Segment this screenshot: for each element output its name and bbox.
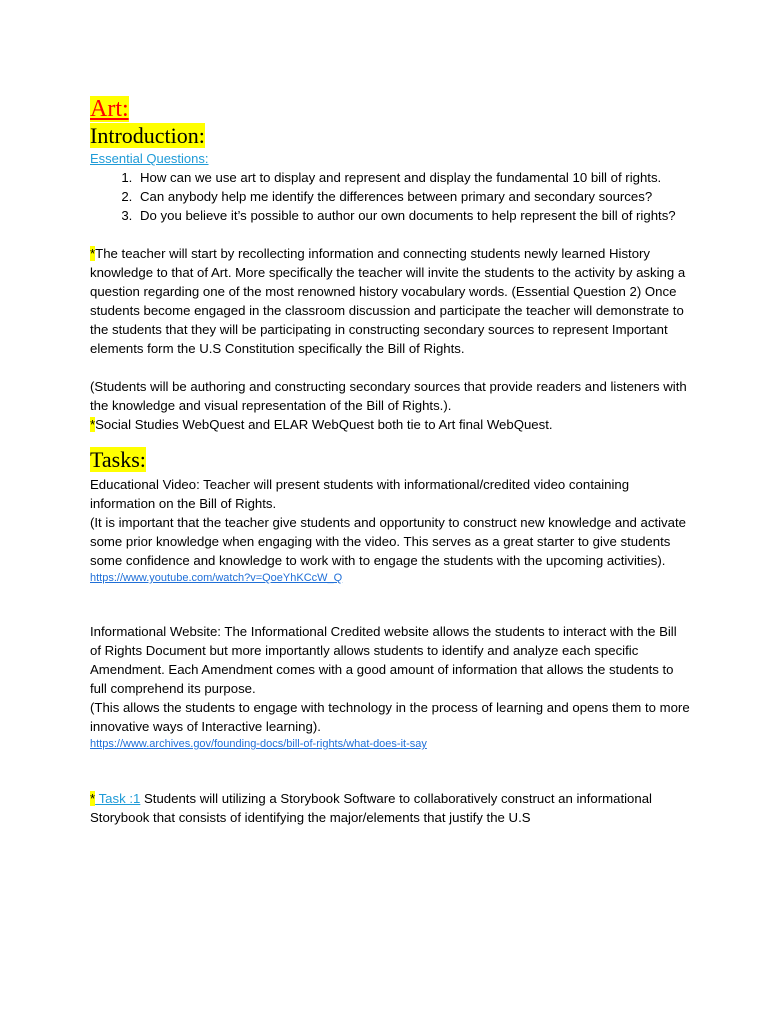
video-note: (It is important that the teacher give students and opportunity to construct new knowledge and activate some prior knowledge when engaging with the video. This serves as a great starter to give students some confidence and knowledge to work with to engage the students with the upcoming activities). <box>90 515 686 568</box>
introduction-heading-text: Introduction: <box>90 123 205 148</box>
asterisk-marker: * <box>90 246 96 261</box>
essential-questions-list <box>90 168 690 225</box>
video-paragraph: Educational Video: Teacher will present students with informational/credited video containing information on the Bill of Rights. <box>90 477 630 511</box>
art-heading-text: Art: <box>90 96 129 122</box>
intro-paragraph-text: The teacher will start by recollecting information and connecting students newly learned History knowledge to that of Art. More specifically the teacher will invite the students to the activity by asking a question regarding one of the most renowned history vocabulary words. (Essential Question 2) Once students become engaged in the classroom discussion and participate the teacher will demonstrate to the students that they will be participating in constructing secondary sources to represent Important elements form the U.S Constitution specifically the Bill of Rights. <box>90 246 686 356</box>
task1-asterisk: * <box>90 791 96 806</box>
introduction-heading <box>90 123 690 149</box>
spacer <box>90 606 690 622</box>
website-paragraph: Informational Website: The Informational Credited website allows the students to interact with the Bill of Rights Document but more importantly allows students to identify and analyze each specific Amendment. Each Amendment comes with a good amount of information that allows the students to full comprehend its purpose. <box>90 624 677 696</box>
task1-paragraph <box>90 789 690 827</box>
website-url-link[interactable]: https://www.archives.gov/founding-docs/bill-of-rights/what-does-it-say <box>90 738 427 750</box>
asterisk-marker: * <box>90 417 96 432</box>
spacer <box>90 753 690 772</box>
task1-link[interactable]: Task :1 <box>95 791 141 806</box>
essential-questions-label <box>90 149 690 168</box>
students-paragraph: (Students will be authoring and constructing secondary sources that provide readers and listeners with the knowledge and visual representation of the Bill of Rights.). <box>90 379 687 413</box>
question-item-1: 1. How can we use art to display and represent and display the fundamental 10 bill of rights. <box>136 168 690 187</box>
video-url-link[interactable]: https://www.youtube.com/watch?v=QoeYhKCcW_Q <box>90 572 343 584</box>
task1-text: Students will utilizing a Storybook Software to collaboratively construct an informational Storybook that consists of identifying the major/elements that justify the U.S <box>90 791 652 825</box>
question-item-2: 2. Can anybody help me identify the differences between primary and secondary sources? <box>136 187 690 206</box>
webquest-line <box>90 415 690 434</box>
document-page <box>90 95 690 827</box>
art-heading <box>90 95 690 123</box>
spacer <box>90 772 690 789</box>
question-item-3: 3. Do you believe it’s possible to author our own documents to help represent the bill of rights? <box>136 206 690 225</box>
tasks-heading-text: Tasks: <box>90 447 146 472</box>
spacer <box>90 587 690 606</box>
intro-paragraph <box>90 244 690 358</box>
essential-questions-link[interactable]: Essential Questions: <box>90 151 209 166</box>
website-note: (This allows the students to engage with technology in the process of learning and opens them to more innovative ways of Interactive learning). <box>90 700 690 734</box>
spacer <box>90 358 690 377</box>
spacer <box>90 225 690 244</box>
webquest-line-text: Social Studies WebQuest and ELAR WebQuest both tie to Art final WebQuest. <box>95 417 553 432</box>
tasks-heading <box>90 447 690 473</box>
